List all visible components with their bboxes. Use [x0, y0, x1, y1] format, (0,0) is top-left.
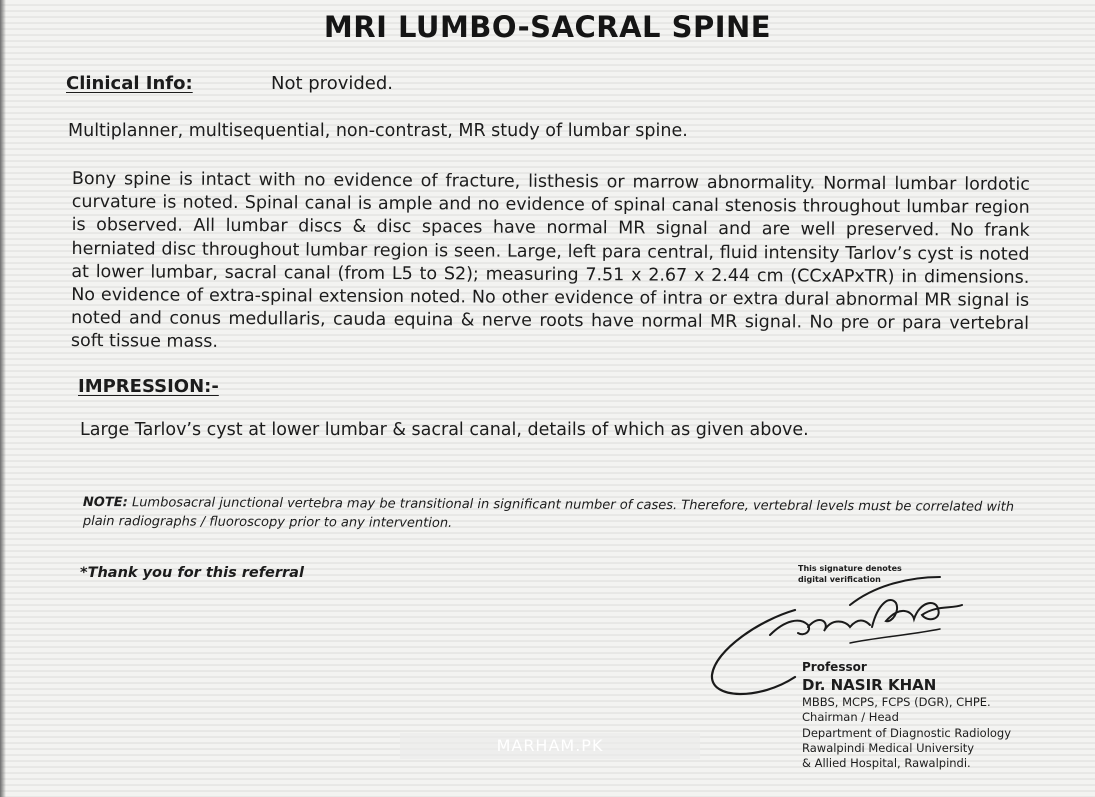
note-paragraph — [83, 493, 1023, 536]
signatory-name: Dr. NASIR KHAN — [802, 676, 937, 695]
signatory-block — [802, 660, 1011, 771]
clinical-info-value: Not provided. — [271, 73, 394, 94]
note-label: NOTE: — [82, 494, 128, 511]
signatory-department: Department of Diagnostic Radiology — [802, 725, 1012, 740]
thank-you-line: *Thank you for this referral — [80, 565, 304, 581]
signatory-qualifications: MBBS, MCPS, FCPS (DGR), CHPE. — [802, 695, 991, 710]
watermark: MARHAM.PK — [400, 733, 700, 759]
signatory-hospital: & Allied Hospital, Rawalpindi. — [802, 756, 971, 771]
signature-verification-note: This signature denotes digital verification — [798, 564, 902, 584]
signatory-university: Rawalpindi Medical University — [802, 740, 975, 755]
signatory-position: Chairman / Head — [802, 710, 899, 725]
page-shadow-edge — [0, 0, 6, 797]
clinical-info-label: Clinical Info: — [66, 73, 193, 94]
findings-paragraph: Bony spine is intact with no evidence of fracture, listhesis or marrow abnormality. Normal lumbar lordotic curvature is noted. Spinal canal is ample and no evidence of spinal canal stenosis throughout lumbar region is observed. All lumbar discs & disc spaces have normal MR signal and are well preserved. No frank herniated disc throughout lumbar region is seen. Large, left para central, fluid intensity Tarlov’s cyst is noted at lower lumbar, sacral canal (from L5 to S2); measuring 7.51 x 2.67 x 2.44 cm (CCxAPxTR) in dimensions. No evidence of extra-spinal extension noted. No other evidence of intra or extra dural abnormal MR signal is noted and conus medullaris, cauda equina & nerve roots have normal MR signal. No pre or para vertebral soft tissue mass. — [70, 168, 1030, 353]
impression-heading: IMPRESSION:- — [78, 376, 219, 397]
note-text: Lumbosacral junctional vertebra may be transitional in significant number of cases. Therefore, vertebral levels must be correlated with plain radiographs / fluoroscopy prior to any intervention. — [82, 495, 1014, 531]
report-title: MRI LUMBO-SACRAL SPINE — [323, 10, 772, 44]
impression-text: Large Tarlov’s cyst at lower lumbar & sacral canal, details of which as given above. — [80, 420, 809, 440]
technique-paragraph: Multiplanner, multisequential, non-contrast, MR study of lumbar spine. — [68, 121, 688, 141]
signatory-title: Professor — [802, 660, 867, 674]
